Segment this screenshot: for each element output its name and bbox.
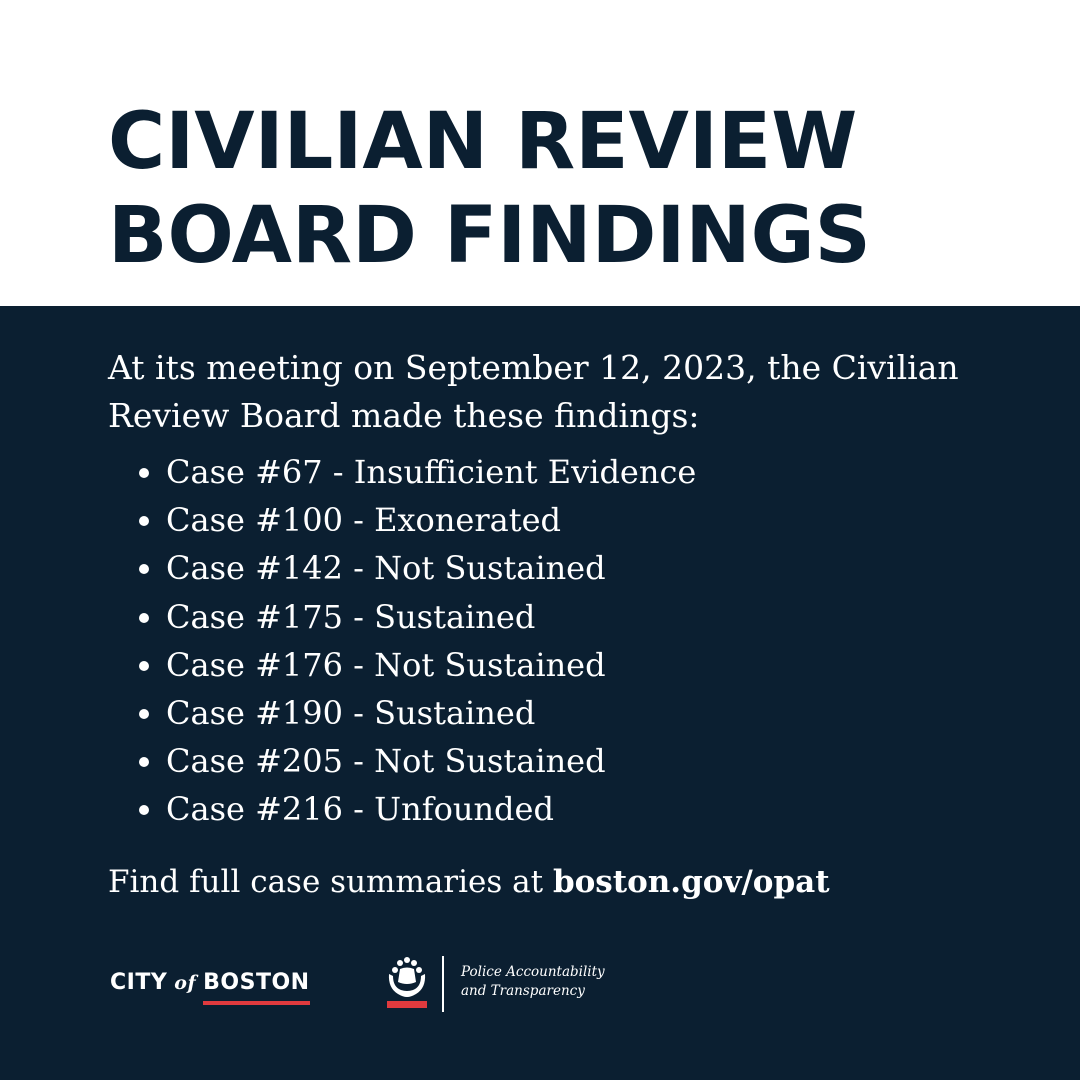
logo-divider (442, 956, 444, 1012)
finding-item (108, 496, 968, 544)
intro-text: At its meeting on September 12, 2023, the Civilian Review Board made these findings: (108, 348, 959, 435)
finding-text: Case #216 - Unfounded (166, 790, 554, 829)
content-panel (0, 306, 1080, 1080)
finding-text: Case #175 - Sustained (166, 597, 536, 636)
finding-text: Case #205 - Not Sustained (166, 742, 606, 781)
footer-text (108, 858, 1008, 906)
bullet-icon (139, 757, 149, 767)
header-band (0, 0, 1080, 306)
finding-item (108, 737, 968, 785)
finding-text: Case #190 - Sustained (166, 693, 536, 732)
bullet-icon (139, 709, 149, 719)
bullet-icon (139, 468, 149, 478)
finding-item (108, 448, 968, 496)
bullet-icon (139, 613, 149, 623)
bullet-icon (139, 516, 149, 526)
hands-people-icon (386, 956, 428, 1012)
findings-list (108, 448, 968, 834)
finding-text: Case #176 - Not Sustained (166, 645, 606, 684)
opat-line-1: Police Accountability (461, 964, 605, 980)
finding-text: Case #100 - Exonerated (166, 501, 562, 540)
finding-text: Case #142 - Not Sustained (166, 549, 606, 588)
finding-item (108, 544, 968, 592)
logo-of-word: of (174, 972, 197, 994)
finding-item (108, 785, 968, 833)
opat-logo-text (461, 963, 661, 1001)
logo-boston-word: BOSTON (203, 966, 309, 1000)
bullet-icon (139, 805, 149, 815)
city-of-boston-logo (110, 966, 310, 1006)
finding-item (108, 641, 968, 689)
page-title (108, 95, 1008, 283)
logo-city-word: CITY (110, 970, 168, 995)
title-line-1: CIVILIAN REVIEW (108, 97, 858, 187)
opat-line-2: and Transparency (461, 983, 585, 999)
finding-item (108, 593, 968, 641)
bullet-icon (139, 564, 149, 574)
finding-item (108, 689, 968, 737)
footer-prefix: Find full case summaries at (108, 864, 553, 900)
opat-link[interactable]: boston.gov/opat (552, 864, 830, 900)
opat-logo (386, 956, 646, 1016)
title-line-2: BOARD FINDINGS (108, 191, 871, 281)
bullet-icon (139, 661, 149, 671)
finding-text: Case #67 - Insufficient Evidence (166, 453, 697, 491)
